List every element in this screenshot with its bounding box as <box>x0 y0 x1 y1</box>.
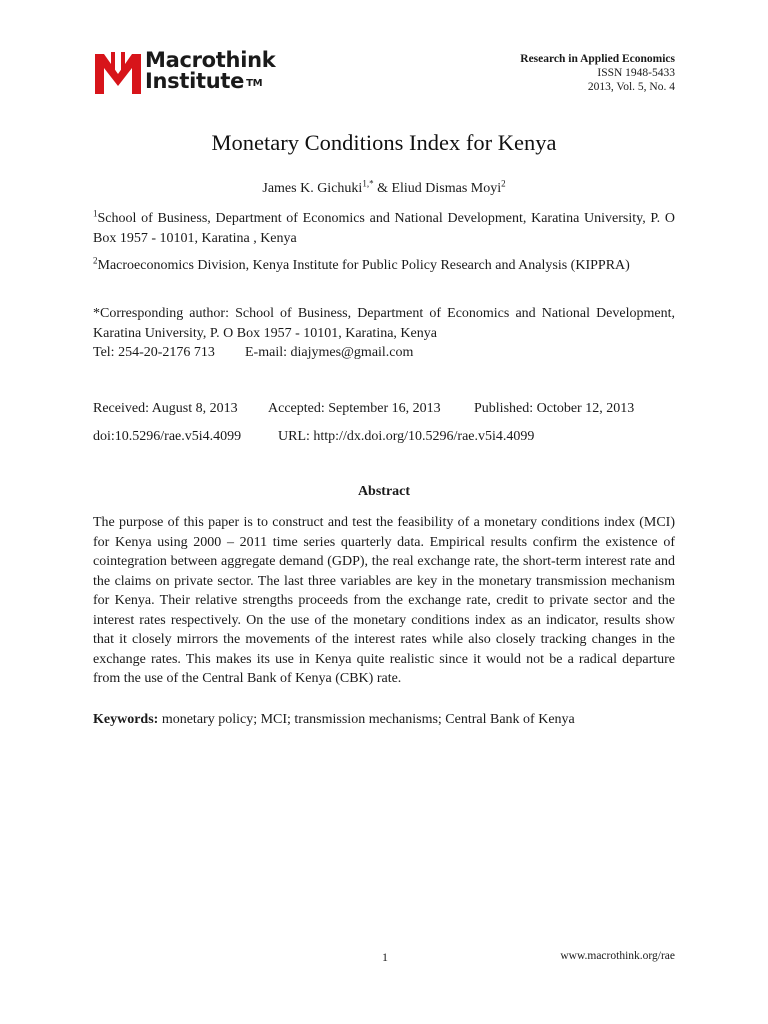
keywords-text: monetary policy; MCI; transmission mechanisms; Central Bank of Kenya <box>158 712 575 727</box>
author-connector: & <box>373 181 392 196</box>
journal-issn: ISSN 1948-5433 <box>597 67 675 79</box>
logo-trademark: TM <box>246 78 263 89</box>
published-date: Published: October 12, 2013 <box>474 401 635 416</box>
author-1-marker: 1,* <box>362 178 374 189</box>
footer-url[interactable]: www.macrothink.org/rae <box>560 950 675 962</box>
keywords-label: Keywords: <box>93 712 159 727</box>
keywords <box>93 711 675 729</box>
abstract-heading: Abstract <box>357 484 411 499</box>
paper-title: Monetary Conditions Index for Kenya <box>211 130 557 155</box>
affiliation-1-marker: 1 <box>93 208 98 219</box>
author-2-marker: 2 <box>501 178 506 189</box>
doi-url[interactable]: URL: http://dx.doi.org/10.5296/rae.v5i4.4099 <box>278 429 535 444</box>
affiliation-1 <box>93 209 675 248</box>
publisher-logo <box>95 48 295 96</box>
received-date: Received: August 8, 2013 <box>93 401 238 416</box>
journal-volume: 2013, Vol. 5, No. 4 <box>587 81 675 93</box>
page-number: 1 <box>382 950 388 964</box>
logo-text <box>145 50 275 92</box>
doi[interactable]: doi:10.5296/rae.v5i4.4099 <box>93 429 242 444</box>
journal-name: Research in Applied Economics <box>520 53 675 65</box>
email[interactable]: E-mail: diajymes@gmail.com <box>245 345 414 360</box>
abstract-body: The purpose of this paper is to construct and test the feasibility of a monetary conditions index (MCI) for Kenya using 2000 – 2011 time series quarterly data. Empirical results confirm the existence of cointegration between aggregate demand (GDP), the real exchange rate, the short-term interest rate and the claims on private sector. The last three variables are key in the monetary transmission mechanism for Kenya. Their relative strengths proceeds from the exchange rate, credit to private sector and the interest rates respectively. On the use of the monetary conditions index as an indicator, results show that it closely mirrors the movements of the interest rates while also closely tracking changes in the exchange rates. This makes its use in Kenya quite realistic since it would not be a radical departure from the use of the Central Bank of Kenya (CBK) rate. <box>93 515 675 686</box>
affiliation-2-text: Macroeconomics Division, Kenya Institute for Public Policy Research and Analysis (KIPPRA) <box>97 258 630 273</box>
journal-info <box>520 52 675 94</box>
affiliation-2-marker: 2 <box>93 255 98 266</box>
affiliation-1-text: School of Business, Department of Economics and National Development, Karatina University, P. O Box 1957 - 10101, Karatina , Kenya <box>93 211 675 246</box>
telephone: Tel: 254-20-2176 713 <box>93 345 215 360</box>
logo-line2: Institute <box>145 69 245 93</box>
logo-line1: Macrothink <box>145 48 276 72</box>
correspondence <box>93 304 675 363</box>
accepted-date: Accepted: September 16, 2013 <box>268 401 441 416</box>
publication-dates <box>93 400 675 418</box>
logo-mark-icon <box>95 50 141 94</box>
author-line <box>93 180 675 198</box>
author-1: James K. Gichuki <box>262 181 363 196</box>
corresponding-author: *Corresponding author: School of Business, Department of Economics and National Development, Karatina University, P. O Box 1957 - 10101, Karatina, Kenya <box>93 306 675 341</box>
author-2: Eliud Dismas Moyi <box>391 181 502 196</box>
doi-line <box>93 428 675 446</box>
affiliation-2 <box>93 256 675 276</box>
